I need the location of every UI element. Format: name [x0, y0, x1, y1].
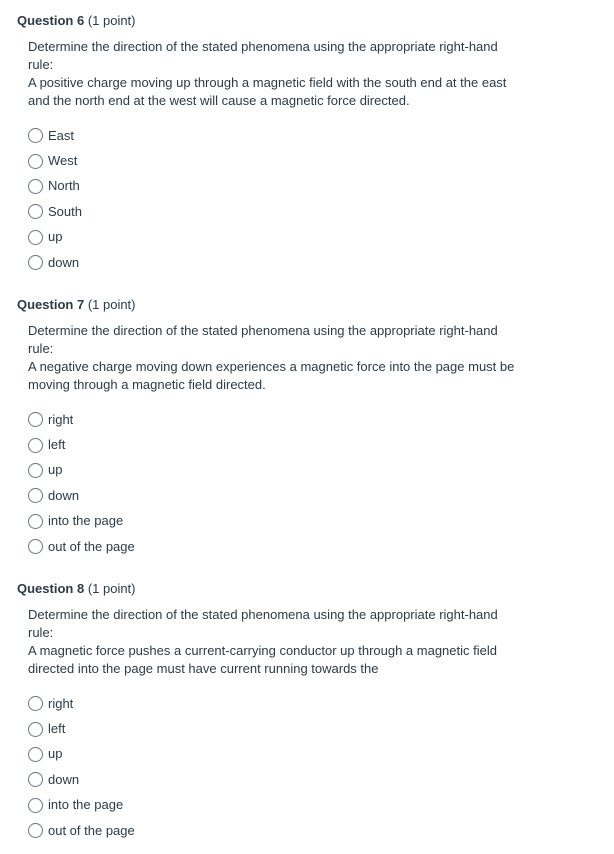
answer-option-label: North: [48, 178, 80, 194]
answer-option-label: South: [48, 203, 82, 219]
radio-button[interactable]: [28, 747, 43, 762]
answer-option-label: left: [48, 721, 66, 737]
answer-option-label: West: [48, 153, 78, 169]
answer-option-down[interactable]: [28, 767, 328, 792]
answer-option-left[interactable]: [28, 716, 328, 741]
radio-button[interactable]: [28, 772, 43, 787]
answer-option-label: into the page: [48, 513, 124, 529]
question-points: (1 point): [87, 297, 136, 312]
radio-button[interactable]: [28, 204, 43, 219]
question-prompt: Determine the direction of the stated phenomena using the appropriate right-hand rule:: [28, 323, 498, 356]
question-label: Question 6: [17, 13, 85, 28]
answer-option-into-the-page[interactable]: [28, 509, 328, 534]
question-prompt: Determine the direction of the stated phenomena using the appropriate right-hand rule:: [28, 607, 498, 640]
answer-option-up[interactable]: [28, 458, 328, 483]
answer-option-west[interactable]: [28, 148, 328, 173]
question-body: A positive charge moving up through a magnetic field with the south end at the east and the north end at the west will cause a magnetic force directed.: [28, 75, 507, 108]
radio-button[interactable]: [28, 463, 43, 478]
answer-option-label: into the page: [48, 797, 124, 813]
question-points: (1 point): [87, 13, 136, 28]
answer-option-out-of-the-page[interactable]: [28, 534, 328, 559]
radio-button[interactable]: [28, 722, 43, 737]
radio-button[interactable]: [28, 438, 43, 453]
answer-option-east[interactable]: [28, 123, 328, 148]
answer-option-label: right: [48, 695, 74, 711]
answer-option-label: up: [48, 229, 63, 245]
answer-option-up[interactable]: [28, 225, 328, 250]
radio-button[interactable]: [28, 412, 43, 427]
radio-button[interactable]: [28, 154, 43, 169]
question-header: [17, 297, 136, 313]
radio-button[interactable]: [28, 179, 43, 194]
answer-option-label: left: [48, 437, 66, 453]
radio-button[interactable]: [28, 539, 43, 554]
answer-option-down[interactable]: [28, 483, 328, 508]
answer-option-left[interactable]: [28, 432, 328, 457]
answer-option-label: up: [48, 746, 63, 762]
question-label: Question 8: [17, 581, 85, 596]
answer-option-label: East: [48, 127, 75, 143]
radio-button[interactable]: [28, 696, 43, 711]
answer-options: [28, 691, 328, 843]
radio-button[interactable]: [28, 255, 43, 270]
question-header: [17, 13, 136, 29]
answer-options: [28, 407, 328, 559]
answer-option-label: down: [48, 771, 80, 787]
radio-button[interactable]: [28, 230, 43, 245]
question-label: Question 7: [17, 297, 85, 312]
answer-option-north[interactable]: [28, 174, 328, 199]
radio-button[interactable]: [28, 514, 43, 529]
radio-button[interactable]: [28, 488, 43, 503]
answer-option-into-the-page[interactable]: [28, 793, 328, 818]
question-text: [28, 38, 518, 110]
answer-option-label: down: [48, 487, 80, 503]
answer-option-south[interactable]: [28, 199, 328, 224]
answer-option-label: right: [48, 411, 74, 427]
radio-button[interactable]: [28, 798, 43, 813]
question-text: [28, 606, 518, 678]
answer-option-label: up: [48, 462, 63, 478]
question-prompt: Determine the direction of the stated phenomena using the appropriate right-hand rule:: [28, 39, 498, 72]
radio-button[interactable]: [28, 128, 43, 143]
answer-option-label: out of the page: [48, 822, 135, 838]
answer-option-up[interactable]: [28, 742, 328, 767]
answer-options: [28, 123, 328, 275]
answer-option-down[interactable]: [28, 250, 328, 275]
answer-option-out-of-the-page[interactable]: [28, 818, 328, 843]
answer-option-right[interactable]: [28, 691, 328, 716]
answer-option-label: out of the page: [48, 538, 135, 554]
question-header: [17, 581, 136, 597]
radio-button[interactable]: [28, 823, 43, 838]
question-body: A magnetic force pushes a current-carrying conductor up through a magnetic field directed into the page must have current running towards the: [28, 643, 497, 676]
question-text: [28, 322, 518, 394]
question-body: A negative charge moving down experiences a magnetic force into the page must be moving through a magnetic field directed.: [28, 359, 515, 392]
question-points: (1 point): [87, 581, 136, 596]
answer-option-right[interactable]: [28, 407, 328, 432]
answer-option-label: down: [48, 254, 80, 270]
